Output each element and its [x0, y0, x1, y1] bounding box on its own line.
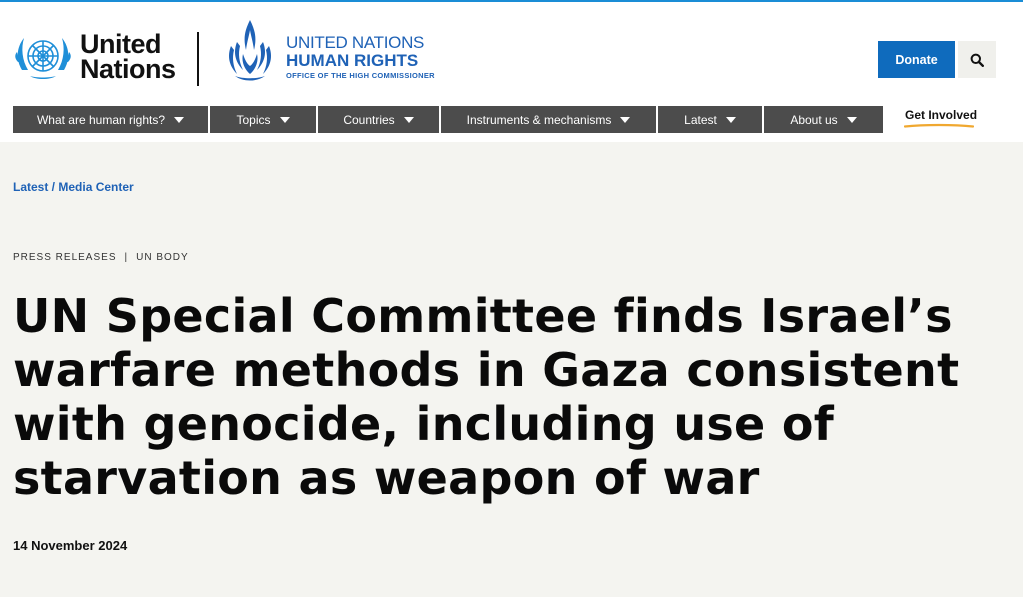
un-wordmark-line1: United — [80, 29, 161, 59]
ohchr-logo[interactable] — [219, 16, 435, 84]
nav-item-label: Latest — [684, 112, 717, 127]
breadcrumb — [13, 180, 134, 194]
caret-down-icon — [174, 117, 184, 123]
nav-item-label: Topics — [236, 112, 271, 127]
nav-item-label: What are human rights? — [36, 112, 166, 127]
caret-down-icon — [280, 117, 290, 123]
caret-down-icon — [620, 117, 630, 123]
ohchr-emblem-icon — [219, 16, 281, 84]
donate-button[interactable]: Donate — [878, 41, 955, 78]
nav-item-label: Instruments & mechanisms — [466, 112, 612, 127]
nav-item-instruments-mechanisms[interactable] — [441, 106, 658, 133]
ohchr-line3: OFFICE OF THE HIGH COMMISSIONER — [286, 70, 435, 80]
ohchr-line2: HUMAN RIGHTS — [286, 50, 419, 70]
nav-item-label: Countries — [343, 112, 395, 127]
article-source[interactable]: UN BODY — [136, 252, 189, 263]
breadcrumb-latest[interactable]: Latest — [13, 180, 49, 194]
nav-item-latest[interactable] — [658, 106, 764, 133]
nav-item-label: About us — [790, 112, 838, 127]
un-wordmark-line2: Nations — [80, 54, 176, 84]
search-icon — [970, 53, 984, 67]
ohchr-wordmark — [286, 34, 435, 81]
nav-item-about-us[interactable] — [764, 106, 883, 133]
nav-item-topics[interactable] — [210, 106, 318, 133]
search-button[interactable] — [958, 41, 996, 78]
article-date: 14 November 2024 — [13, 538, 128, 553]
logo-divider — [197, 32, 199, 86]
un-wordmark — [80, 29, 176, 84]
article-meta — [13, 252, 189, 263]
caret-down-icon — [847, 117, 857, 123]
breadcrumb-separator: / — [48, 180, 59, 194]
caret-down-icon — [404, 117, 414, 123]
page-title: UN Special Committee finds Israel’s warfare methods in Gaza consistent with genocide, including use of starvation as weapon of war — [13, 289, 960, 505]
meta-separator: | — [124, 252, 129, 263]
caret-down-icon — [726, 117, 736, 123]
article-category[interactable]: PRESS RELEASES — [13, 252, 117, 263]
get-involved-underline — [904, 123, 974, 129]
un-logo[interactable] — [12, 30, 176, 84]
site-header — [0, 2, 1023, 142]
article-area — [0, 142, 1023, 597]
nav-item-what-are-human-rights[interactable] — [13, 106, 210, 133]
main-nav — [13, 106, 883, 133]
un-emblem-icon — [12, 30, 74, 84]
breadcrumb-media-center[interactable]: Media Center — [58, 180, 134, 194]
ohchr-line1: UNITED NATIONS — [286, 32, 425, 52]
get-involved-link[interactable]: Get Involved — [905, 108, 978, 122]
nav-item-countries[interactable] — [318, 106, 441, 133]
